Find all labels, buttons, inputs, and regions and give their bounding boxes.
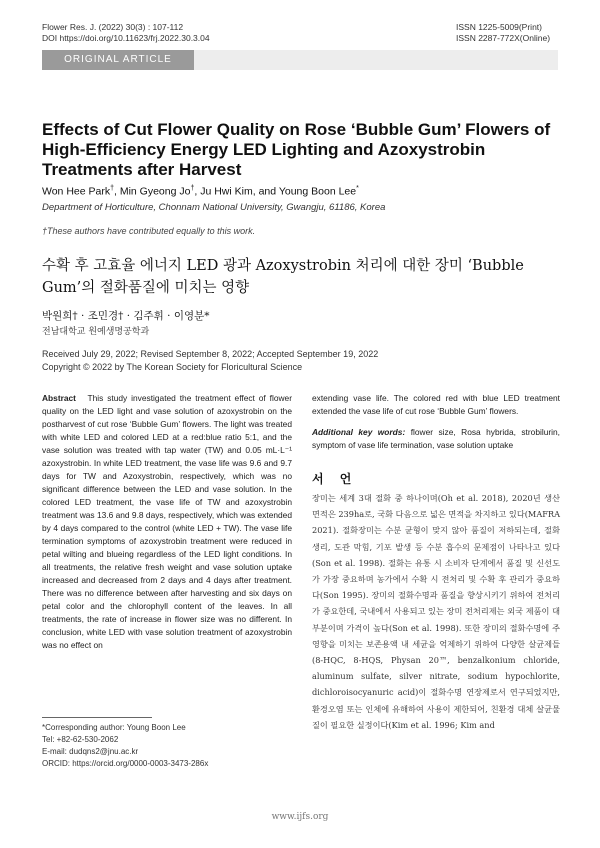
author-mark: † xyxy=(110,185,114,192)
received-dates: Received July 29, 2022; Revised September 8, 2022; Accepted September 19, 2022 xyxy=(42,349,379,359)
correspondence-block xyxy=(42,722,208,770)
abstract-column xyxy=(42,392,292,652)
keywords-label: Additional key words: xyxy=(312,427,406,437)
right-column-top xyxy=(312,392,560,452)
doi-line[interactable]: DOI https://doi.org/10.11623/frj.2022.30.3.04 xyxy=(42,33,210,43)
korean-title: 수확 후 고효율 에너지 LED 광과 Azoxystrobin 처리에 대한 장미 ‘Bubble Gum’의 절화품질에 미치는 영향 xyxy=(42,258,524,296)
author-mark: * xyxy=(356,185,359,192)
corresponding-author: *Corresponding author: Young Boon Lee xyxy=(42,723,186,732)
author-mark: † xyxy=(190,185,195,192)
issn-print: ISSN 1225-5009(Print) xyxy=(456,22,542,32)
author-list: Won Hee Park†, Min Gyeong Jo†, Ju Hwi Kim, and Young Boon Lee* xyxy=(42,185,359,198)
journal-header xyxy=(42,22,210,44)
abstract-continued: extending vase life. The colored red with blue LED treatment extended the vase life of cut rose ‘Bubble Gum’ flowers. xyxy=(312,393,560,416)
tel: Tel: +82-62-530-2062 xyxy=(42,735,119,744)
keywords-block xyxy=(312,426,560,452)
author-name: Min Gyeong Jo xyxy=(119,185,191,198)
abstract-label: Abstract xyxy=(42,393,76,403)
issn-block xyxy=(456,22,560,44)
author-name: and Young Boon Lee xyxy=(258,185,357,198)
email-link[interactable]: E-mail: dudqns2@jnu.ac.kr xyxy=(42,747,139,756)
korean-authors: 박원희† · 조민경† · 김주휘 · 이영분* xyxy=(42,310,210,322)
copyright-line: Copyright © 2022 by The Korean Society for Floricultural Science xyxy=(42,362,303,372)
issn-online: ISSN 2287-772X(Online) xyxy=(456,33,551,43)
article-history xyxy=(42,348,378,374)
section-heading-introduction: 서 언 xyxy=(312,472,358,486)
orcid-link[interactable]: ORCID: https://orcid.org/0000-0003-3473-286x xyxy=(42,759,209,768)
korean-affiliation: 전남대학교 원예생명공학과 xyxy=(42,327,150,337)
author-name: Won Hee Park xyxy=(42,185,111,198)
keywords-text: flower size, Rosa hybrida, strobilurin, symptom of vase life termination, vase solution uptake xyxy=(312,427,560,450)
journal-citation: Flower Res. J. (2022) 30(3) : 107-112 xyxy=(42,22,184,32)
author-name: Ju Hwi Kim xyxy=(200,185,253,198)
footnote-divider xyxy=(42,717,152,718)
contribution-note: †These authors have contributed equally to this work. xyxy=(42,226,256,236)
introduction-body: 장미는 세계 3대 절화 중 하나이며(Oh et al. 2018), 2020년 생산 면적은 239ha로, 국화 다음으로 넓은 면적을 차지하고 있다(MAFRA 2021). 절화장미는 수분 균형이 맞지 않아 품질이 저하되는데, 절화 생리, 도관 막힘, 기포 발생 등 수분 흡수의 문제점이 나타나고 있다(Son et al. 1998). 절화는 유통 시 소비자 단계에서 품질 및 신선도가 가장 중요하며 농가에서 수확 시 전처리 및 수확 후 관리가 중요하다(Son 1995). 장미의 절화수명과 품질을 향상시키기 위하여 전처리가 중요한데, 국내에서 사용되고 있는 장미 전처리제는 외국 제품이 대부분이며 가격이 높다(Son et al. 1998). 또한 장미의 절화수명에 주 영향을 미치는 보존용액 내 세균을 억제하기 위하여 다양한 살균제들(8-HQC, 8-HQS, Physan 20™, benzalkonium chloride, aluminum sulfate, silver nitrate, sodium hypochlorite, dichloroisocyanuric acid)이 절화수명 연장제로서 연구되었지만, 환경오염 또는 인체에 유해하여 사용이 제한되어, 친환경 대체 살균물질이 필요한 실정이다(Kim et al. 1996; Kim and xyxy=(312,493,560,730)
paper-title: Effects of Cut Flower Quality on Rose ‘Bubble Gum’ Flowers of High-Efficiency Energy LED Lighting and Azoxystrobin Treatments after Harvest xyxy=(42,120,551,179)
article-type-label: ORIGINAL ARTICLE xyxy=(42,50,194,70)
affiliation: Department of Horticulture, Chonnam National University, Gwangju, 61186, Korea xyxy=(42,202,386,213)
abstract-text: This study investigated the treatment effect of flower quality on the LED light and vase solution of azoxystrobin on the postharvest of cut rose ‘Bubble Gum’ flowers. The light was treated with white LED and colored LED at a red:blue ratio 5:1, and the vase solution was treated with tap water (TW) and 0.05 mL·L⁻¹ azoxystrobin. In white LED treatment, the vase life was 9.6 and 9.7 days for TW and Azoxystrobin, respectively, which was no significant difference between the LED and vase solution. In the colored LED treatment, the vase life of TW and azoxystrobin treatment was 13.6 and 9.8 days, respectively, which was extended by 4 days compared to the control (white LED + TW). The vase life termination symptoms of azoxystrobin treatment were reduced in petal wilting and blueing regardless of the LED light conditions. In all treatments, the relative fresh weight and vase solution uptake increased and decreased from 2 days and 4 days after treatment. There was no difference between after harvesting and six days on petal color and the chlorophyll content of the leaves. In all treatments, the rate of increase in flower size was no different. In conclusion, white LED with vase solution treatment of azoxystrobin was no effect on xyxy=(42,393,292,650)
footer-website[interactable]: www.ijfs.org xyxy=(271,812,329,822)
